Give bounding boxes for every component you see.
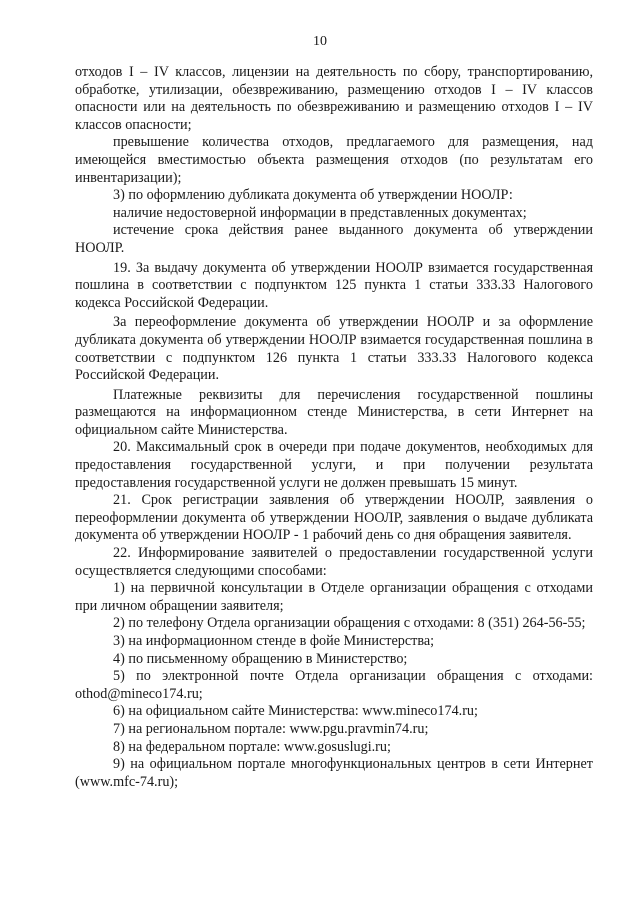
- paragraph-expiry: истечение срока действия ранее выданного документа об утверждении НООЛР.: [75, 222, 593, 256]
- paragraph-waste-license: отходов I – IV классов, лицензии на деятельность по сбору, транспортированию, обработке, утилизации, обезвреживанию, размещению отходов I – IV классов опасности или на деятельность по обезвреживанию и размещению отходов I – IV классов опасности;: [75, 64, 593, 133]
- paragraph-19-fee: 19. За выдачу документа об утверждении НООЛР взимается государственная пошлина в соответствии с подпунктом 125 пункта 1 статьи 333.33 Налогового кодекса Российской Федерации.: [75, 259, 593, 311]
- list-item-info-stand: 3) на информационном стенде в фойе Министерства;: [113, 633, 435, 649]
- list-item-mfc-portal: 9) на официальном портале многофункциональных центров в сети Интернет (www.mfc-74.ru);: [75, 756, 593, 790]
- document-body: [75, 64, 593, 791]
- page-number: 10: [313, 34, 327, 49]
- paragraph-duplicate-grounds: 3) по оформлению дубликата документа об утверждении НООЛР:: [113, 187, 513, 204]
- paragraph-false-info: наличие недостоверной информации в представленных документах;: [113, 204, 527, 221]
- list-item-regional-portal: 7) на региональном портале: www.pgu.pravmin74.ru;: [113, 720, 429, 737]
- list-item-email: 5) по электронной почте Отдела организации обращения с отходами: othod@mineco174.ru;: [75, 668, 593, 702]
- paragraph-21-registration: 21. Срок регистрации заявления об утверждении НООЛР, заявления о переоформлении документа об утверждении НООЛР, заявления о выдаче дубликата документа об утверждении НООЛР - 1 рабочий день со дня обращения заявителя.: [75, 492, 593, 544]
- list-item-written-request: 4) по письменному обращению в Министерство;: [113, 650, 408, 667]
- list-item-ministry-site: 6) на официальном сайте Министерства: www.mineco174.ru;: [113, 703, 478, 720]
- paragraph-22-informing: 22. Информирование заявителей о предоставлении государственной услуги осуществляется следующими способами:: [75, 545, 593, 579]
- paragraph-reissue-fee: За переоформление документа об утверждении НООЛР и за оформление дубликата документа об утверждении НООЛР взимается государственная пошлина в соответствии с подпунктом 126 пункта 1 статьи 333.33 Налогового кодекса Российской Федерации.: [75, 314, 593, 384]
- paragraph-20-queue: 20. Максимальный срок в очереди при подаче документов, необходимых для предоставления государственной услуги, и при получении результата предоставления государственной услуги не должен превышать 15 минут.: [75, 439, 593, 491]
- list-item-phone: 2) по телефону Отдела организации обращения с отходами: 8 (351) 264-56-55;: [113, 615, 586, 632]
- paragraph-payment-details: Платежные реквизиты для перечисления государственной пошлины размещаются на информационном стенде Министерства, в сети Интернет на официальном сайте Министерства.: [75, 386, 593, 438]
- list-item-consultation: 1) на первичной консультации в Отделе организации обращения с отходами при личном обращении заявителя;: [75, 580, 593, 614]
- paragraph-capacity-excess: превышение количества отходов, предлагаемого для размещения, над имеющейся вместимостью объекта размещения отходов (по результатам его инвентаризации);: [75, 134, 593, 186]
- list-item-federal-portal: 8) на федеральном портале: www.gosuslugi.ru;: [113, 738, 391, 755]
